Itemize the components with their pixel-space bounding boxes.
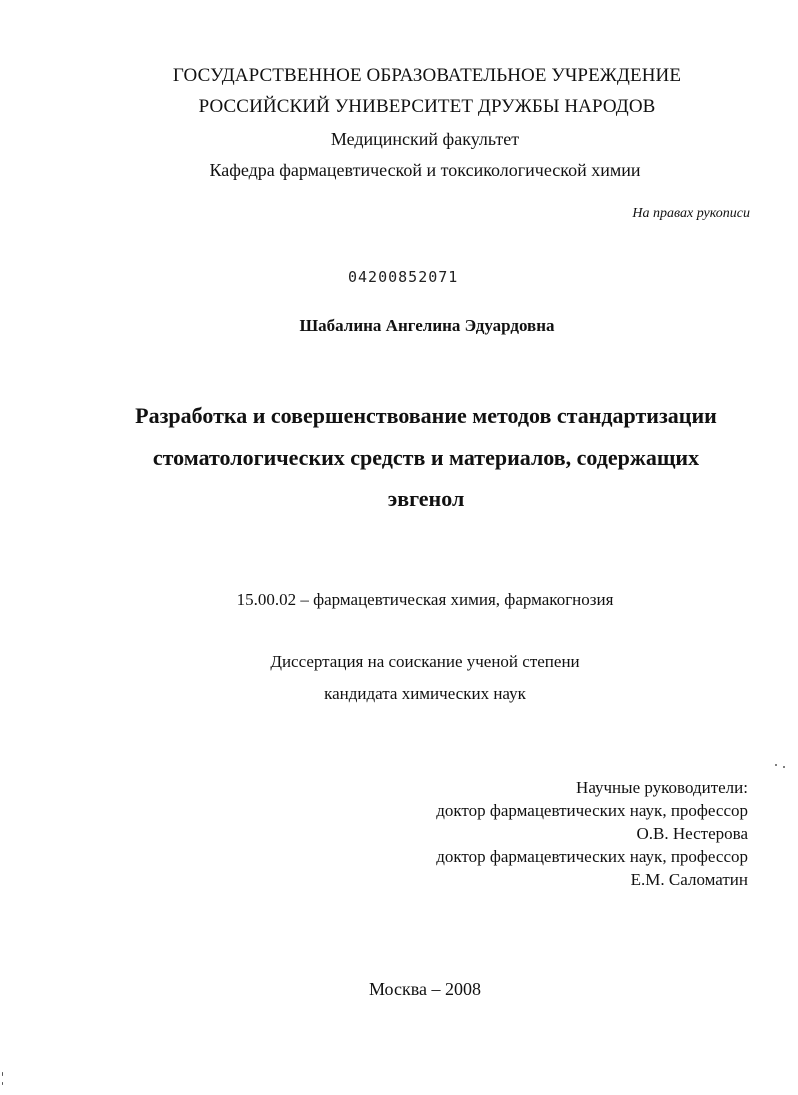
thesis-title-line-3: эвгенол xyxy=(387,486,465,511)
department-name: Кафедра фармацевтической и токсикологической химии xyxy=(209,160,641,180)
advisor-2-name: Е.М. Саломатин xyxy=(630,870,748,889)
thesis-title-line-1: Разработка и совершенствование методов стандартизации xyxy=(135,403,717,428)
scan-speck xyxy=(2,1072,3,1076)
institution-line-2: РОССИЙСКИЙ УНИВЕРСИТЕТ ДРУЖБЫ НАРОДОВ xyxy=(198,96,656,117)
scan-speck xyxy=(783,766,785,768)
scan-speck xyxy=(2,1082,3,1085)
institution-line-1: ГОСУДАРСТВЕННОЕ ОБРАЗОВАТЕЛЬНОЕ УЧРЕЖДЕНИЕ xyxy=(172,65,682,86)
specialty-code: 15.00.02 – фармацевтическая химия, фармакогнозия xyxy=(236,590,614,609)
city-year: Москва – 2008 xyxy=(369,979,481,999)
document-code: 04200852071 xyxy=(348,268,459,286)
scan-speck xyxy=(775,764,777,766)
degree-line-1: Диссертация на соискание ученой степени xyxy=(270,652,580,671)
degree-line-2: кандидата химических наук xyxy=(324,684,526,703)
faculty-name: Медицинский факультет xyxy=(330,129,520,149)
thesis-title-line-2: стоматологических средств и материалов, содержащих xyxy=(152,445,700,470)
advisor-1-title: доктор фармацевтических наук, профессор xyxy=(436,801,748,820)
advisors-block xyxy=(436,776,748,891)
advisor-2-title: доктор фармацевтических наук, профессор xyxy=(436,847,748,866)
advisor-1-name: О.В. Нестерова xyxy=(636,824,748,843)
manuscript-note: На правах рукописи xyxy=(632,206,750,221)
author-name: Шабалина Ангелина Эдуардовна xyxy=(299,316,555,335)
advisors-heading: Научные руководители: xyxy=(576,778,748,797)
